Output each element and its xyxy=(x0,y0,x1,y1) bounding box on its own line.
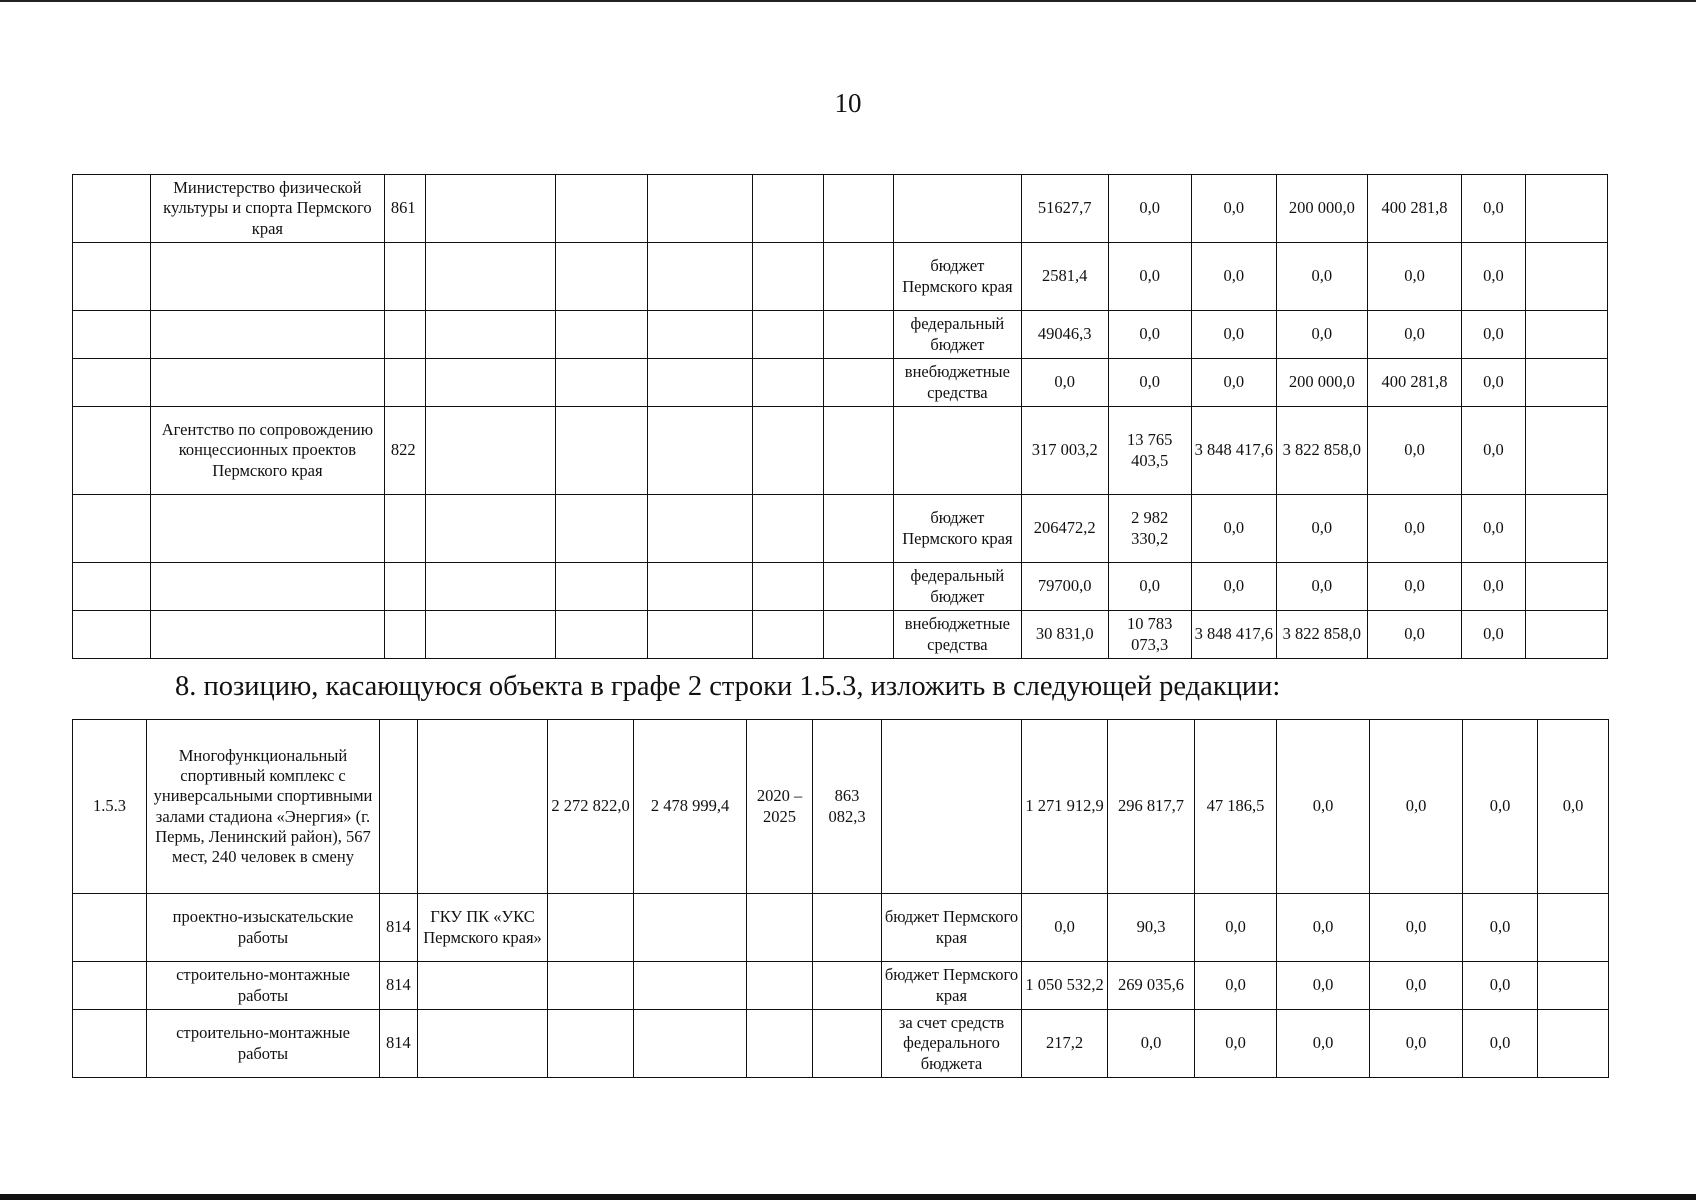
table-row xyxy=(73,563,1608,611)
value-cell: 10 783 073,3 xyxy=(1108,611,1191,659)
empty-cell xyxy=(555,611,647,659)
empty-cell xyxy=(548,894,634,962)
value-cell: 200 000,0 xyxy=(1276,359,1367,407)
value-cell: 2581,4 xyxy=(1021,243,1108,311)
table-row xyxy=(73,495,1608,563)
value-cell: 0,0 xyxy=(1370,894,1463,962)
empty-cell xyxy=(1525,563,1607,611)
value-cell: 0,0 xyxy=(1367,611,1461,659)
value-cell: 51627,7 xyxy=(1021,175,1108,243)
value-cell: 0,0 xyxy=(1021,359,1108,407)
executor-name xyxy=(150,495,384,563)
value-cell: 90,3 xyxy=(1108,894,1195,962)
org-cell xyxy=(418,1010,548,1078)
table-row xyxy=(73,962,1609,1010)
row-number-cell xyxy=(73,495,151,563)
empty-cell xyxy=(555,243,647,311)
empty-cell xyxy=(648,243,753,311)
executor-name xyxy=(150,311,384,359)
executor-name: Министерство физической культуры и спорта Пермского края xyxy=(150,175,384,243)
empty-cell xyxy=(426,407,556,495)
source-cell: федеральный бюджет xyxy=(894,563,1022,611)
empty-cell xyxy=(426,495,556,563)
value-cell: 0,0 xyxy=(1276,495,1367,563)
code-cell: 814 xyxy=(380,1010,418,1078)
source-cell xyxy=(894,175,1022,243)
value-cell: 206472,2 xyxy=(1021,495,1108,563)
empty-cell xyxy=(555,175,647,243)
object-name: Многофункциональный спортивный комплекс с универсальными спортивными залами стадиона «Энергия» (г. Пермь, Ленинский район), 567 мест, 240 человек в смену xyxy=(147,720,380,894)
source-cell: внебюджетные средства xyxy=(894,611,1022,659)
value-cell: 0,0 xyxy=(1108,563,1191,611)
empty-cell xyxy=(753,359,824,407)
empty-cell xyxy=(824,175,894,243)
value-cell: 0,0 xyxy=(1022,894,1108,962)
empty-cell xyxy=(824,563,894,611)
empty-cell xyxy=(753,243,824,311)
value-cell: 0,0 xyxy=(1463,720,1538,894)
table-row xyxy=(73,175,1608,243)
empty-cell xyxy=(555,311,647,359)
value-cell: 0,0 xyxy=(1277,1010,1370,1078)
executor-name xyxy=(150,243,384,311)
value-cell: 0,0 xyxy=(1191,563,1276,611)
value-cell: 0,0 xyxy=(1367,563,1461,611)
executor-name xyxy=(150,611,384,659)
empty-cell xyxy=(548,1010,634,1078)
value-cell: 0,0 xyxy=(1462,495,1526,563)
value-cell: 0,0 xyxy=(1367,243,1461,311)
value-cell: 0,0 xyxy=(1108,175,1191,243)
row-number-cell xyxy=(73,563,151,611)
value-cell: 0,0 xyxy=(1195,894,1277,962)
source-cell: внебюджетные средства xyxy=(894,359,1022,407)
empty-cell xyxy=(426,311,556,359)
empty-cell xyxy=(813,962,882,1010)
org-cell: ГКУ ПК «УКС Пермского края» xyxy=(418,894,548,962)
table-row xyxy=(73,311,1608,359)
value-cell: 0,0 xyxy=(1277,894,1370,962)
empty-cell xyxy=(1538,1010,1609,1078)
value-cell: 0,0 xyxy=(1367,495,1461,563)
table-row xyxy=(73,359,1608,407)
code-cell xyxy=(384,611,426,659)
code-cell xyxy=(384,311,426,359)
value-cell: 0,0 xyxy=(1462,611,1526,659)
empty-cell xyxy=(555,495,647,563)
empty-cell xyxy=(426,243,556,311)
empty-cell xyxy=(634,894,747,962)
row-number-cell xyxy=(73,243,151,311)
empty-cell xyxy=(426,175,556,243)
value-cell: 0,0 xyxy=(1463,894,1538,962)
value-cell: 0,0 xyxy=(1276,563,1367,611)
estimated-cost: 2 272 822,0 xyxy=(548,720,634,894)
code-cell xyxy=(384,243,426,311)
object-1-5-3-table xyxy=(72,719,1609,1078)
value-cell: 0,0 xyxy=(1462,359,1526,407)
source-cell: бюджет Пермского края xyxy=(882,894,1022,962)
work-type: проектно-изыскательские работы xyxy=(147,894,380,962)
empty-cell xyxy=(747,962,813,1010)
value-cell: 0,0 xyxy=(1463,1010,1538,1078)
empty-cell xyxy=(1525,611,1607,659)
value-cell: 0,0 xyxy=(1370,1010,1463,1078)
table-row xyxy=(73,407,1608,495)
value-cell: 400 281,8 xyxy=(1367,359,1461,407)
value-cell: 0,0 xyxy=(1463,962,1538,1010)
row-number-cell xyxy=(73,175,151,243)
executor-name xyxy=(150,359,384,407)
empty-cell xyxy=(753,311,824,359)
empty-cell xyxy=(747,894,813,962)
value-cell: 400 281,8 xyxy=(1367,175,1461,243)
code-cell: 861 xyxy=(384,175,426,243)
empty-cell xyxy=(648,175,753,243)
value-cell: 317 003,2 xyxy=(1021,407,1108,495)
empty-cell xyxy=(813,1010,882,1078)
empty-cell xyxy=(824,611,894,659)
value-cell: 30 831,0 xyxy=(1021,611,1108,659)
value-cell: 0,0 xyxy=(1191,359,1276,407)
value-cell: 0,0 xyxy=(1195,962,1277,1010)
empty-cell xyxy=(555,359,647,407)
empty-cell xyxy=(1525,495,1607,563)
value-cell: 0,0 xyxy=(1538,720,1609,894)
value-cell: 3 848 417,6 xyxy=(1191,611,1276,659)
empty-cell xyxy=(747,1010,813,1078)
page-number: 10 xyxy=(834,88,862,118)
source-cell: бюджет Пермского края xyxy=(882,962,1022,1010)
empty-cell xyxy=(648,407,753,495)
work-type: строительно-монтажные работы xyxy=(147,1010,380,1078)
source-cell: федеральный бюджет xyxy=(894,311,1022,359)
empty-cell xyxy=(648,563,753,611)
value-cell: 1 050 532,2 xyxy=(1022,962,1108,1010)
empty-cell xyxy=(824,311,894,359)
table-row xyxy=(73,243,1608,311)
value-cell: 3 822 858,0 xyxy=(1276,611,1367,659)
value-cell: 0,0 xyxy=(1191,311,1276,359)
empty-cell xyxy=(1538,894,1609,962)
code-cell xyxy=(384,563,426,611)
empty-cell xyxy=(824,359,894,407)
value-cell: 0,0 xyxy=(1277,720,1370,894)
source-cell: бюджет Пермского края xyxy=(894,495,1022,563)
value-cell: 1 271 912,9 xyxy=(1022,720,1108,894)
value-cell: 47 186,5 xyxy=(1195,720,1277,894)
empty-cell xyxy=(1525,311,1607,359)
empty-cell xyxy=(824,495,894,563)
value-cell: 269 035,6 xyxy=(1108,962,1195,1010)
org-cell xyxy=(418,720,548,894)
table-row xyxy=(73,894,1609,962)
empty-cell xyxy=(1525,243,1607,311)
value-cell: 0,0 xyxy=(1462,311,1526,359)
empty-cell xyxy=(555,407,647,495)
value-cell: 0,0 xyxy=(1462,563,1526,611)
amendment-instruction: 8. позицию, касающуюся объекта в графе 2 строки 1.5.3, изложить в следующей редакции: xyxy=(175,671,1281,702)
executor-name: Агентство по сопровождению концессионных проектов Пермского края xyxy=(150,407,384,495)
row-number-cell xyxy=(73,611,151,659)
row-number-cell xyxy=(73,407,151,495)
code-cell: 814 xyxy=(380,894,418,962)
row-number-cell xyxy=(73,1010,147,1078)
empty-cell xyxy=(648,495,753,563)
code-cell xyxy=(380,720,418,894)
scan-edge-top xyxy=(0,0,1696,2)
prior-funding: 863 082,3 xyxy=(813,720,882,894)
empty-cell xyxy=(426,359,556,407)
empty-cell xyxy=(753,611,824,659)
empty-cell xyxy=(753,175,824,243)
value-cell: 200 000,0 xyxy=(1276,175,1367,243)
value-cell: 0,0 xyxy=(1191,495,1276,563)
row-number-cell xyxy=(73,311,151,359)
source-cell xyxy=(882,720,1022,894)
value-cell: 3 822 858,0 xyxy=(1276,407,1367,495)
value-cell: 0,0 xyxy=(1367,311,1461,359)
funding-table-continued xyxy=(72,174,1608,659)
source-cell: за счет средств федерального бюджета xyxy=(882,1010,1022,1078)
value-cell: 49046,3 xyxy=(1021,311,1108,359)
empty-cell xyxy=(753,407,824,495)
code-cell xyxy=(384,495,426,563)
value-cell: 0,0 xyxy=(1191,175,1276,243)
value-cell: 0,0 xyxy=(1108,1010,1195,1078)
value-cell: 0,0 xyxy=(1462,407,1526,495)
empty-cell xyxy=(753,495,824,563)
empty-cell xyxy=(753,563,824,611)
empty-cell xyxy=(426,611,556,659)
code-cell: 822 xyxy=(384,407,426,495)
empty-cell xyxy=(648,611,753,659)
row-number-cell xyxy=(73,359,151,407)
value-cell: 0,0 xyxy=(1108,311,1191,359)
implementation-period: 2020 – 2025 xyxy=(747,720,813,894)
value-cell: 2 982 330,2 xyxy=(1108,495,1191,563)
empty-cell xyxy=(548,962,634,1010)
value-cell: 79700,0 xyxy=(1021,563,1108,611)
source-cell: бюджет Пермского края xyxy=(894,243,1022,311)
value-cell: 0,0 xyxy=(1370,720,1463,894)
executor-name xyxy=(150,563,384,611)
value-cell: 0,0 xyxy=(1191,243,1276,311)
row-number: 1.5.3 xyxy=(73,720,147,894)
empty-cell xyxy=(634,1010,747,1078)
table-row xyxy=(73,611,1608,659)
row-number-cell xyxy=(73,962,147,1010)
scan-edge-bottom xyxy=(0,1194,1696,1200)
value-cell: 0,0 xyxy=(1276,311,1367,359)
object-main-row xyxy=(73,720,1609,894)
empty-cell xyxy=(824,407,894,495)
value-cell: 0,0 xyxy=(1276,243,1367,311)
empty-cell xyxy=(426,563,556,611)
value-cell: 3 848 417,6 xyxy=(1191,407,1276,495)
empty-cell xyxy=(824,243,894,311)
empty-cell xyxy=(1538,962,1609,1010)
empty-cell xyxy=(555,563,647,611)
source-cell xyxy=(894,407,1022,495)
org-cell xyxy=(418,962,548,1010)
empty-cell xyxy=(648,311,753,359)
empty-cell xyxy=(1525,407,1607,495)
value-cell: 0,0 xyxy=(1277,962,1370,1010)
value-cell: 0,0 xyxy=(1370,962,1463,1010)
table-row xyxy=(73,1010,1609,1078)
empty-cell xyxy=(813,894,882,962)
value-cell: 0,0 xyxy=(1195,1010,1277,1078)
empty-cell xyxy=(1525,175,1607,243)
empty-cell xyxy=(648,359,753,407)
empty-cell xyxy=(1525,359,1607,407)
work-type: строительно-монтажные работы xyxy=(147,962,380,1010)
code-cell xyxy=(384,359,426,407)
row-number-cell xyxy=(73,894,147,962)
empty-cell xyxy=(634,962,747,1010)
value-cell: 0,0 xyxy=(1462,175,1526,243)
value-cell: 0,0 xyxy=(1462,243,1526,311)
value-cell: 296 817,7 xyxy=(1108,720,1195,894)
value-cell: 0,0 xyxy=(1367,407,1461,495)
value-cell: 0,0 xyxy=(1108,243,1191,311)
value-cell: 217,2 xyxy=(1022,1010,1108,1078)
code-cell: 814 xyxy=(380,962,418,1010)
value-cell: 0,0 xyxy=(1108,359,1191,407)
total-cost: 2 478 999,4 xyxy=(634,720,747,894)
value-cell: 13 765 403,5 xyxy=(1108,407,1191,495)
